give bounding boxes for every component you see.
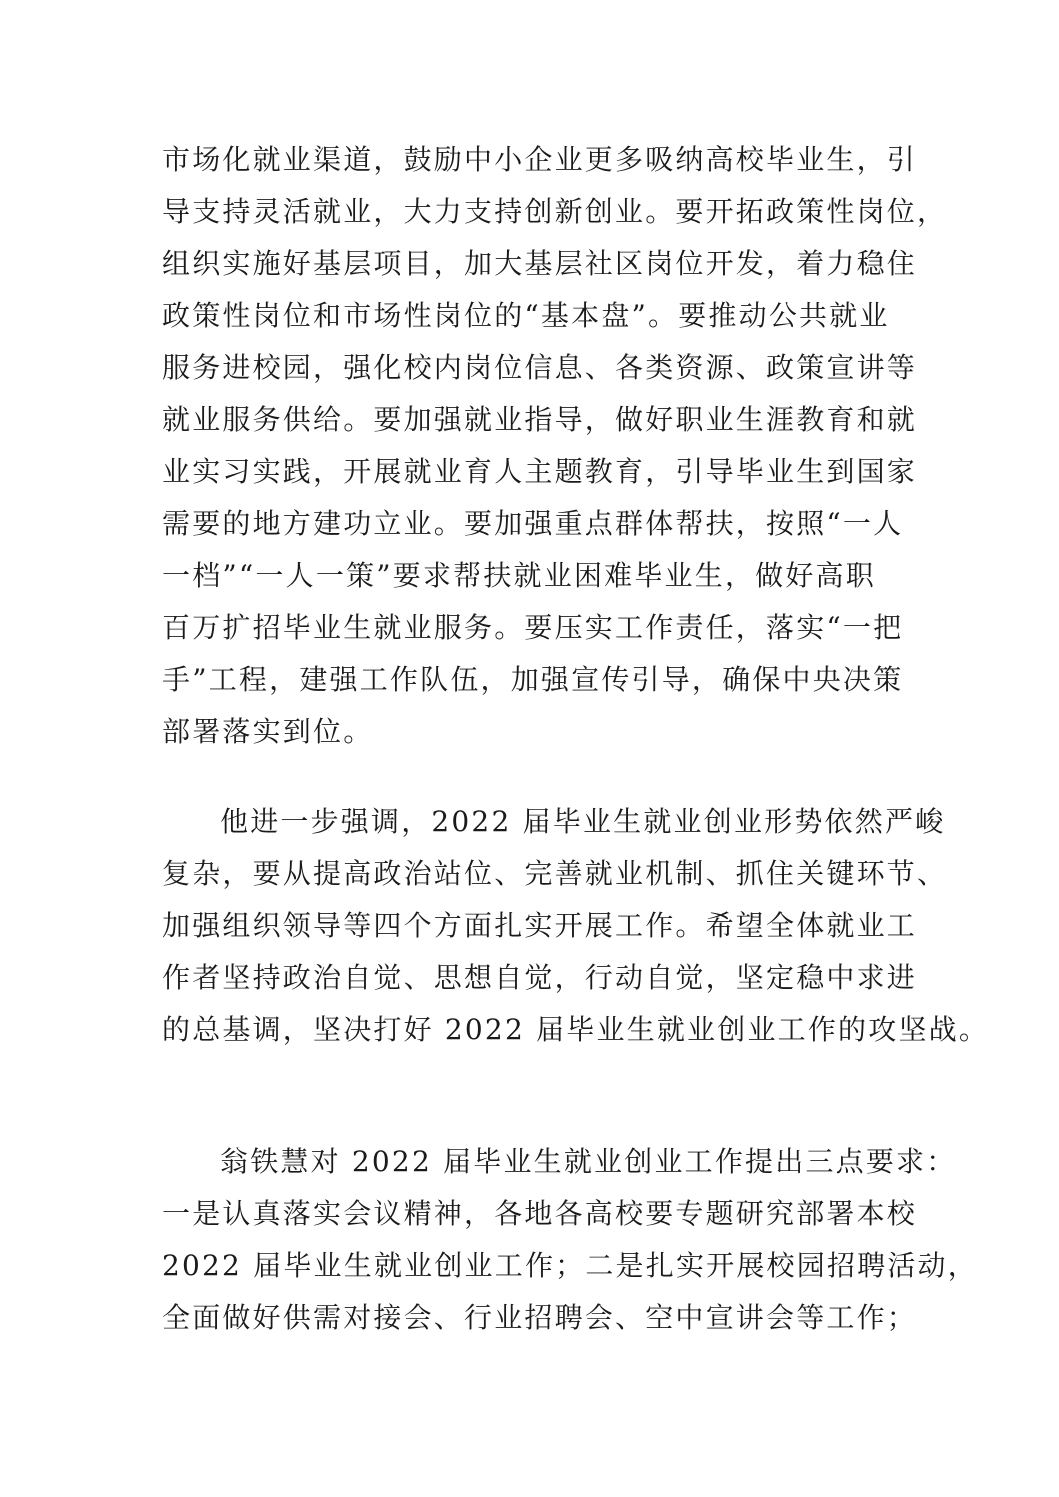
- text-line: 一档”“一人一策”要求帮扶就业困难毕业生，做好高职: [162, 559, 876, 592]
- text-line: 的总基调，坚决打好 2022 届毕业生就业创业工作的攻坚战。: [162, 1013, 990, 1046]
- text-line: 导支持灵活就业，大力支持创新创业。要开拓政策性岗位，: [162, 195, 948, 228]
- text-line: 组织实施好基层项目，加大基层社区岗位开发，着力稳住: [162, 247, 918, 280]
- paragraph-first-line: 翁铁慧对 2022 届毕业生就业创业工作提出三点要求：: [220, 1145, 957, 1178]
- text-line: 政策性岗位和市场性岗位的“基本盘”。要推动公共就业: [162, 299, 890, 332]
- text-line: 作者坚持政治自觉、思想自觉，行动自觉，坚定稳中求进: [162, 961, 918, 994]
- paragraph-first-line: 他进一步强调，2022 届毕业生就业创业形势依然严峻: [220, 805, 946, 838]
- text-line: 需要的地方建功立业。要加强重点群体帮扶，按照“一人: [162, 507, 904, 540]
- text-line: 部署落实到位。: [162, 715, 374, 748]
- text-line: 全面做好供需对接会、行业招聘会、空中宣讲会等工作；: [162, 1301, 918, 1334]
- text-line: 复杂，要从提高政治站位、完善就业机制、抓住关键环节、: [162, 857, 948, 890]
- text-line: 一是认真落实会议精神，各地各高校要专题研究部署本校: [162, 1197, 918, 1230]
- text-line: 加强组织领导等四个方面扎实开展工作。希望全体就业工: [162, 909, 918, 942]
- text-line: 市场化就业渠道，鼓励中小企业更多吸纳高校毕业生，引: [162, 143, 918, 176]
- text-line: 业实习实践，开展就业育人主题教育，引导毕业生到国家: [162, 455, 918, 488]
- text-line: 服务进校园，强化校内岗位信息、各类资源、政策宣讲等: [162, 351, 918, 384]
- text-line: 2022 届毕业生就业创业工作；二是扎实开展校园招聘活动，: [162, 1249, 978, 1282]
- text-line: 百万扩招毕业生就业服务。要压实工作责任，落实“一把: [162, 611, 904, 644]
- text-line: 就业服务供给。要加强就业指导，做好职业生涯教育和就: [162, 403, 918, 436]
- text-line: 手”工程，建强工作队伍，加强宣传引导，确保中央决策: [162, 663, 904, 696]
